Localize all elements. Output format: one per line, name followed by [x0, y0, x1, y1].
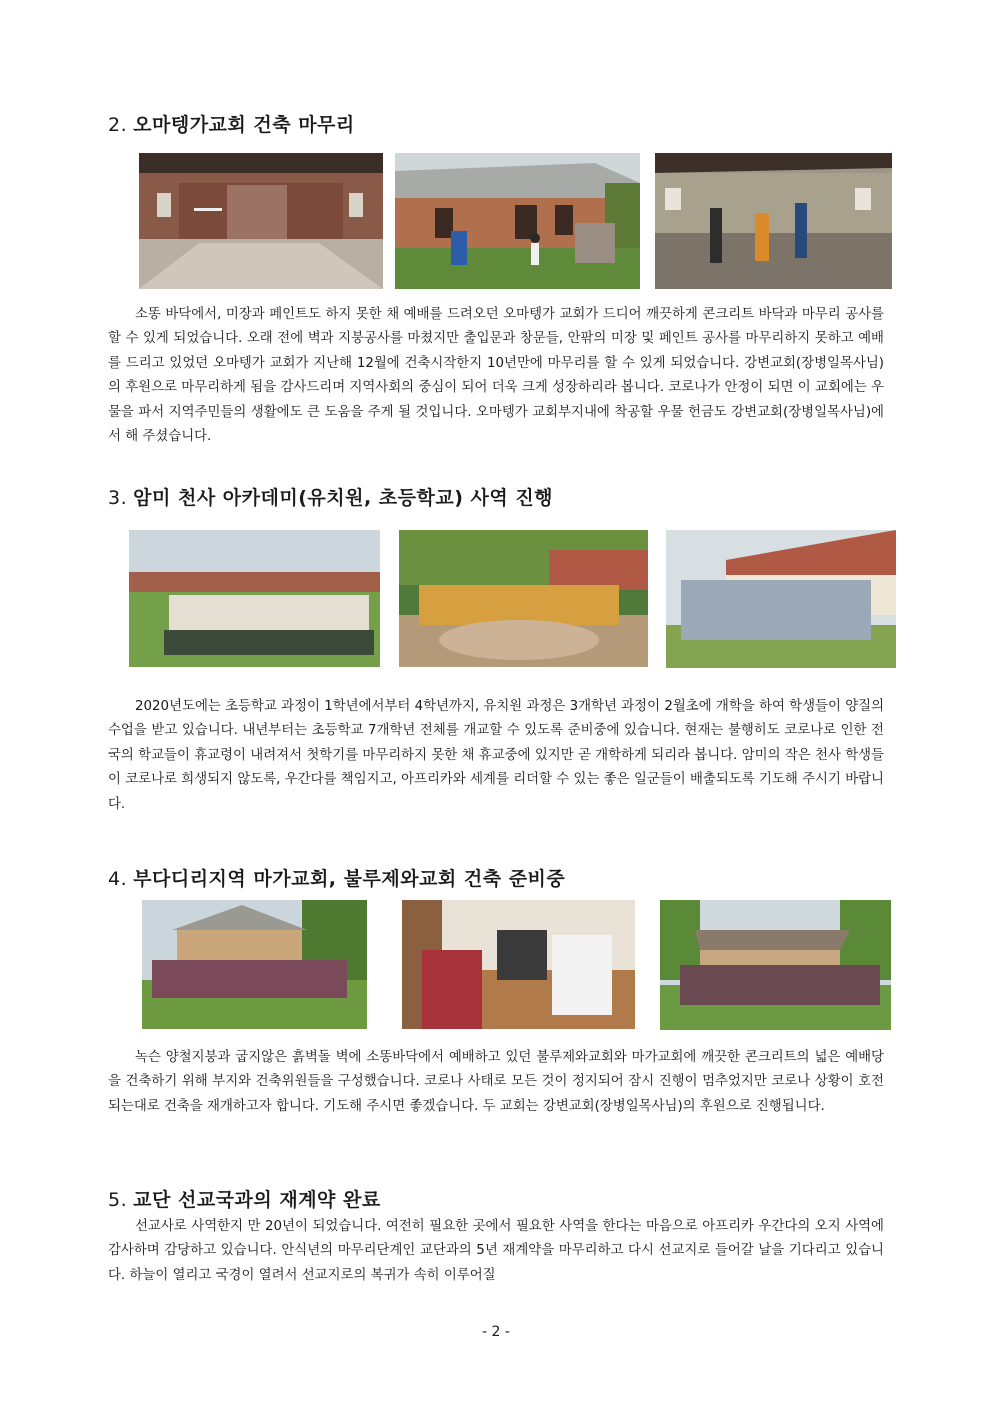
- section-4-paragraph: 녹슨 양철지붕과 굽지않은 흙벽돌 벽에 소똥바닥에서 예배하고 있던 불루제와교회와 마가교회에 깨끗한 콘크리트의 넓은 예배당을 건축하기 위해 부지와 건축위원들을 구성했습니다. 코로나 사태로 모든 것이 정지되어 잠시 진행이 멈추었지만 코로나 상황이 호전 되는대로 건축을 재개하고자 합니다. 기도해 주시면 좋겠습니다. 두 교회는 강변교회(장병일목사님)의 후원으로 진행됩니다.: [108, 1050, 884, 1114]
- section-5-title: 교단 선교국과의 재계약 완료: [133, 1189, 381, 1211]
- section-3-heading: [108, 483, 553, 510]
- section-3-number: 3.: [108, 487, 128, 509]
- photo-committee-meeting: [402, 900, 635, 1029]
- photo-students-group: [129, 530, 380, 667]
- section-4-title: 부다디리지역 마가교회, 불루제와교회 건축 준비중: [133, 868, 566, 890]
- photo-church-exterior-construction: [395, 153, 640, 289]
- photo-church-interior-empty: [139, 153, 383, 289]
- section-5-heading: [108, 1185, 381, 1212]
- section-2-title: 오마텡가교회 건축 마무리: [133, 114, 355, 136]
- page-number: - 2 -: [482, 1324, 510, 1340]
- photo-children-playground: [399, 530, 648, 667]
- section-5-number: 5.: [108, 1189, 128, 1211]
- photo-teachers-lineup: [666, 530, 896, 668]
- section-3-paragraph: 2020년도에는 초등학교 과정이 1학년에서부터 4학년까지, 유치원 과정은 3개학년 과정이 2월초에 개학을 하여 학생들이 양질의 수업을 받고 있습니다. 내년부터는 초등학교 7개학년 전체를 개교할 수 있도록 준비중에 있습니다. 현재는 불행히도 코로나로 인한 전국의 학교들이 휴교령이 내려져서 첫학기를 마무리하지 못한 채 휴교중에 있지만 곧 개학하게 되리라 봅니다. 암미의 작은 천사 학생들이 코로나로 희생되지 않도록, 우간다를 책임지고, 아프리카와 세계를 리더할 수 있는 좋은 일군들이 배출되도록 기도해 주시기 바랍니다.: [108, 699, 884, 812]
- photo-congregation-building: [660, 900, 891, 1030]
- section-2-number: 2.: [108, 114, 128, 136]
- section-4-number: 4.: [108, 868, 128, 890]
- section-2-heading: [108, 110, 355, 137]
- section-5-paragraph: 선교사로 사역한지 만 20년이 되었습니다. 여전히 필요한 곳에서 필요한 사역을 한다는 마음으로 아프리카 우간다의 오지 사역에 감사하며 감당하고 있습니다. 안식년의 마무리단계인 교단과의 5년 재계약을 마무리하고 다시 선교지로 들어갈 날을 기다리고 있습니다. 하늘이 열리고 국경이 열려서 선교지로의 복귀가 속히 이루어질: [108, 1219, 884, 1283]
- section-2-paragraph: 소똥 바닥에서, 미장과 페인트도 하지 못한 채 예배를 드려오던 오마텡가 교회가 드디어 깨끗하게 콘크리트 바닥과 마무리 공사를 할 수 있게 되었습니다. 오래 전에 벽과 지붕공사를 마쳤지만 출입문과 창문들, 안팎의 미장 및 페인트 공사를 마무리하지 못하고 예배를 드리고 있었던 오마텡가 교회가 지난해 12월에 건축시작한지 10년만에 마무리를 할 수 있게 되었습니다. 강변교회(장병일목사님)의 후원으로 마무리하게 됨을 감사드리며 지역사회의 중심이 되어 더욱 크게 성장하리라 봅니다. 코로나가 안정이 되면 이 교회에는 우물을 파서 지역주민들의 생활에도 큰 도움을 주게 될 것입니다. 오마텡가 교회부지내에 착공할 우물 헌금도 강변교회(장병일목사님)에서 해 주셨습니다.: [108, 307, 884, 445]
- photo-workers-concrete-floor: [655, 153, 892, 289]
- photo-congregation-mud-church: [142, 900, 367, 1029]
- section-4-heading: [108, 864, 565, 891]
- section-3-title: 암미 천사 아카데미(유치원, 초등학교) 사역 진행: [133, 487, 554, 509]
